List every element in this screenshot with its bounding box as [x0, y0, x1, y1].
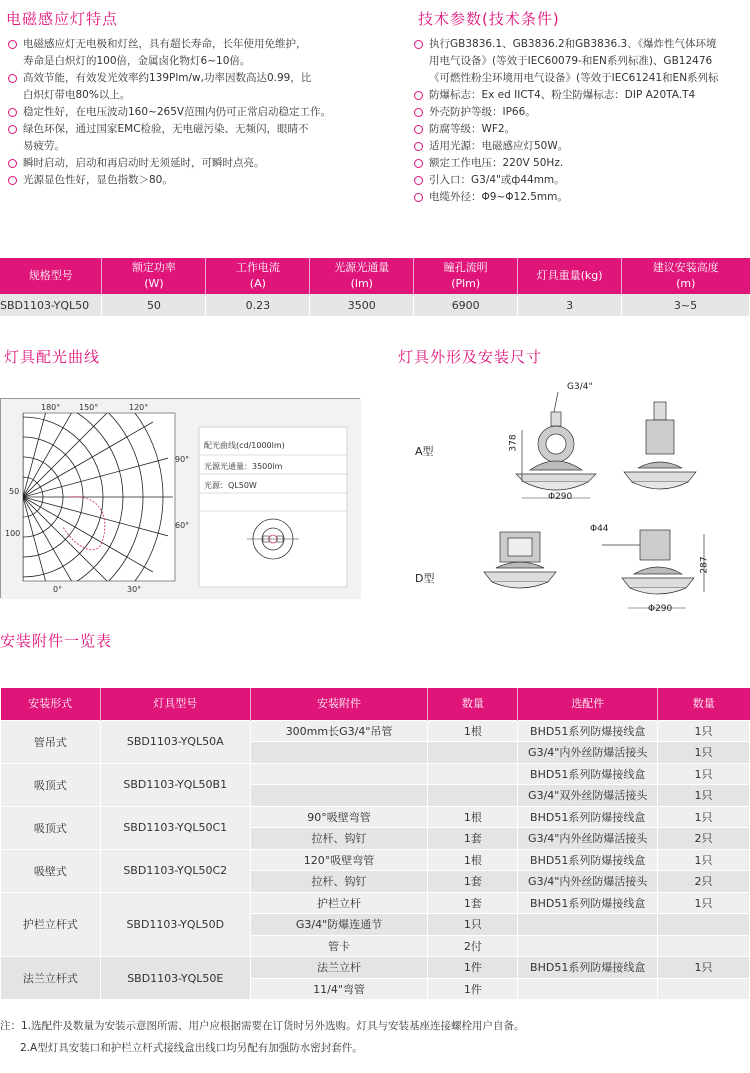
acc-cell: 2只 [658, 828, 750, 850]
polar-chart [1, 399, 361, 599]
model-header-line: (A) [249, 277, 266, 290]
acc-cell [428, 785, 518, 807]
feature-line: 稳定性好，在电压波动160~265V范围内仍可正常启动稳定工作。 [23, 106, 332, 118]
feature-item [6, 36, 381, 70]
spec-line: 用电气设备》(等效于IEC60079-和EN系列标准)、GB12476 [429, 55, 713, 67]
dia-290-a-label: Φ290 [548, 492, 573, 502]
acc-cell: 1只 [658, 763, 750, 785]
feature-item [6, 172, 381, 189]
acc-cell: G3/4"内外丝防爆活接头 [518, 828, 658, 850]
top-label-120: 120° [129, 403, 149, 412]
acc-cell: G3/4"内外丝防爆活接头 [518, 871, 658, 893]
acc-cell [658, 935, 750, 957]
spec-item [412, 104, 750, 121]
acc-row [1, 806, 750, 828]
acc-cell: 2只 [658, 871, 750, 893]
acc-cell: 1套 [428, 892, 518, 914]
acc-cell: 拉杆、钩钉 [250, 871, 428, 893]
acc-row [1, 957, 750, 979]
lamp-a-side-icon [624, 402, 696, 489]
model-table [0, 258, 750, 316]
spec-line: 防爆标志：Ex ed IICT4、粉尘防爆标志：DIP A20TA.T4 [429, 89, 696, 101]
light-curve-panel [0, 398, 360, 598]
acc-cell [518, 914, 658, 936]
dia-290-b-label: Φ290 [648, 604, 673, 614]
acc-form: 法兰立杆式 [1, 957, 101, 1000]
feature-line: 光源显色性好，显色指数＞80。 [23, 174, 173, 186]
top-label-150: 150° [79, 403, 99, 412]
spec-line: 执行GB3836.1、GB3836.2和GB3836.3、《爆炸性气体环境 [429, 38, 717, 50]
model-cell: 6900 [414, 294, 518, 316]
acc-cell: 拉杆、钩钉 [250, 828, 428, 850]
feature-item [6, 155, 381, 172]
acc-cell: BHD51系列防爆接线盒 [518, 892, 658, 914]
acc-cell [518, 978, 658, 1000]
model-header-line: (m) [676, 277, 696, 290]
model-header [206, 258, 310, 294]
acc-cell: 120°吸壁弯管 [250, 849, 428, 871]
top-label-180: 180° [41, 403, 61, 412]
acc-header: 安装形式 [1, 688, 101, 720]
acc-cell [518, 935, 658, 957]
acc-model: SBD1103-YQL50D [100, 892, 250, 957]
acc-form: 吸顶式 [1, 763, 101, 806]
model-cell: 0.23 [206, 294, 310, 316]
model-cell: 3500 [310, 294, 414, 316]
acc-cell: 90°吸壁弯管 [250, 806, 428, 828]
acc-cell: 300mm长G3/4"吊管 [250, 720, 428, 742]
acc-row [1, 720, 750, 742]
model-header-line: 瞳孔流明 [443, 261, 488, 274]
accessories-table [0, 688, 750, 1000]
acc-cell: 1只 [658, 742, 750, 764]
acc-cell: 1根 [428, 849, 518, 871]
type-a-label: A型 [415, 445, 434, 458]
acc-row [1, 892, 750, 914]
acc-cell [250, 742, 428, 764]
spec-item [412, 155, 750, 172]
model-header [622, 258, 750, 294]
acc-cell: BHD51系列防爆接线盒 [518, 849, 658, 871]
acc-cell: BHD51系列防爆接线盒 [518, 806, 658, 828]
spec-item [412, 172, 750, 189]
spec-line: 引入口：G3/4"或ф44mm。 [429, 174, 565, 186]
spec-line: 《可燃性粉尘环境用电气设备》(等效于IEC61241和EN系列标 [429, 72, 719, 84]
feature-item [6, 104, 381, 121]
acc-cell: G3/4"双外丝防爆活接头 [518, 785, 658, 807]
acc-row [1, 849, 750, 871]
features-list [6, 36, 381, 189]
model-header [102, 258, 206, 294]
model-header [310, 258, 414, 294]
acc-cell: 管卡 [250, 935, 428, 957]
lamp-d-side-icon [602, 530, 704, 594]
spec-line: 额定工作电压：220V 50Hz. [429, 157, 564, 169]
acc-cell: BHD51系列防爆接线盒 [518, 763, 658, 785]
model-header-line: 额定功率 [131, 261, 176, 274]
feature-line: 电磁感应灯无电极和灯丝，具有超长寿命，长年使用免维护， [23, 38, 307, 50]
model-header [518, 258, 622, 294]
feature-line: 绿色环保，通过国家EMC检验，无电磁污染、无频闪，眼睛不 [23, 123, 309, 135]
acc-cell: 护栏立杆 [250, 892, 428, 914]
spec-line: 外壳防护等级：IP66。 [429, 106, 536, 118]
acc-cell [658, 914, 750, 936]
acc-cell: 1只 [658, 957, 750, 979]
feature-item [6, 70, 381, 104]
model-cell: 3~5 [622, 294, 750, 316]
model-header-line: (lm) [350, 277, 373, 290]
model-header-line: 工作电流 [235, 261, 280, 274]
feature-line: 瞬时启动，启动和再启动时无须延时，可瞬时点亮。 [23, 157, 265, 169]
acc-cell: 1套 [428, 871, 518, 893]
acc-cell: 1套 [428, 828, 518, 850]
feature-line: 高效节能，有效发光效率约139Plm/w,功率因数高达0.99，比 [23, 72, 312, 84]
acc-cell: 11/4"弯管 [250, 978, 428, 1000]
spec-item [412, 87, 750, 104]
height-287-label: 287 [699, 556, 710, 574]
dia-44-label: Φ44 [590, 524, 609, 534]
acc-cell [250, 785, 428, 807]
model-cell: SBD1103-YQL50 [0, 294, 102, 316]
acc-cell: 1件 [428, 978, 518, 1000]
model-header-line: 建议安装高度 [652, 261, 719, 274]
g34-label: G3/4" [567, 382, 593, 392]
spec-item [412, 138, 750, 155]
spec-line: 电缆外径：Φ9~Φ12.5mm。 [429, 191, 568, 203]
spec-line: 适用光源：电磁感应灯50W。 [429, 140, 569, 152]
acc-header: 数量 [692, 696, 715, 710]
model-header [414, 258, 518, 294]
spec-item [412, 36, 750, 87]
feature-line: 白炽灯带电80%以上。 [23, 89, 131, 101]
acc-model: SBD1103-YQL50A [100, 720, 250, 763]
height-378-label: 378 [508, 434, 519, 452]
acc-cell: 1件 [428, 957, 518, 979]
dims-title: 灯具外形及安装尺寸 [398, 348, 543, 366]
spec-line: 防腐等级：WF2。 [429, 123, 516, 135]
acc-header: 数量 [428, 688, 518, 720]
model-header-line: 光源光通量 [334, 261, 390, 274]
specs-list [412, 36, 750, 206]
spec-item [412, 121, 750, 138]
note-1: 注：1.选配件及数量为安装示意图所需、用户应根据需要在订货时另外选购。灯具与安装基座连接螺栓用户自备。 [0, 1020, 525, 1032]
note-2: 2.A型灯具安装口和护栏立杆式接线盒出线口均另配有加强防水密封套件。 [20, 1042, 363, 1054]
acc-cell: 法兰立杆 [250, 957, 428, 979]
model-cell: 50 [102, 294, 206, 316]
legend-flux: 光源光通量：3500lm [204, 462, 283, 471]
acc-form: 护栏立杆式 [1, 892, 101, 957]
acc-cell: G3/4"防爆连通节 [250, 914, 428, 936]
bottom-label-0: 0° [53, 585, 63, 594]
left-label-50: 50 [9, 487, 20, 496]
acc-model: SBD1103-YQL50E [100, 957, 250, 1000]
acc-cell: BHD51系列防爆接线盒 [518, 720, 658, 742]
acc-cell: 1只 [658, 806, 750, 828]
acc-cell [428, 763, 518, 785]
acc-form: 吸顶式 [1, 806, 101, 849]
model-header [0, 258, 102, 294]
acc-form: 吸壁式 [1, 849, 101, 892]
model-header-line: (W) [144, 277, 164, 290]
acc-cell: 2付 [428, 935, 518, 957]
acc-model: SBD1103-YQL50C2 [100, 849, 250, 892]
right-label-60: 60° [175, 521, 190, 530]
acc-cell: 1只 [658, 849, 750, 871]
specs-title: 技术参数(技术条件) [418, 10, 560, 28]
model-header-line: 灯具重量(kg) [536, 269, 603, 282]
spec-item [412, 189, 750, 206]
acc-cell: 1根 [428, 720, 518, 742]
acc-cell: G3/4"内外丝防爆活接头 [518, 742, 658, 764]
feature-item [6, 121, 381, 155]
acc-cell: 1只 [658, 892, 750, 914]
acc-cell [428, 742, 518, 764]
acc-cell [250, 763, 428, 785]
acc-header: 灯具型号 [100, 688, 250, 720]
acc-model: SBD1103-YQL50C1 [100, 806, 250, 849]
acc-cell: 1只 [658, 720, 750, 742]
accessories-title: 安装附件一览表 [0, 632, 113, 650]
acc-row [1, 763, 750, 785]
right-label-90: 90° [175, 455, 190, 464]
legend-curve: 配光曲线(cd/1000lm) [204, 441, 285, 450]
feature-line: 寿命是白炽灯的100倍，金属卤化物灯6~10倍。 [23, 55, 251, 67]
acc-cell [658, 978, 750, 1000]
acc-cell: 1只 [428, 914, 518, 936]
model-header-line: (Plm) [451, 277, 481, 290]
model-header-line: 规格型号 [28, 269, 73, 282]
type-d-label: D型 [415, 572, 435, 585]
features-title: 电磁感应灯特点 [6, 10, 119, 28]
curve-title: 灯具配光曲线 [4, 348, 101, 366]
acc-cell: 1根 [428, 806, 518, 828]
bottom-label-30: 30° [127, 585, 142, 594]
lamp-d-front-icon [484, 532, 556, 588]
acc-model: SBD1103-YQL50B1 [100, 763, 250, 806]
legend-source: 光源：QL50W [204, 481, 257, 490]
model-cell: 3 [518, 294, 622, 316]
acc-form: 管吊式 [1, 720, 101, 763]
acc-header: 安装附件 [250, 688, 428, 720]
acc-header: 选配件 [518, 688, 658, 720]
feature-line: 易疲劳。 [23, 140, 65, 152]
lamp-a-front-icon [516, 392, 596, 490]
acc-cell: 1只 [658, 785, 750, 807]
left-label-100: 100 [5, 529, 21, 538]
acc-cell: BHD51系列防爆接线盒 [518, 957, 658, 979]
